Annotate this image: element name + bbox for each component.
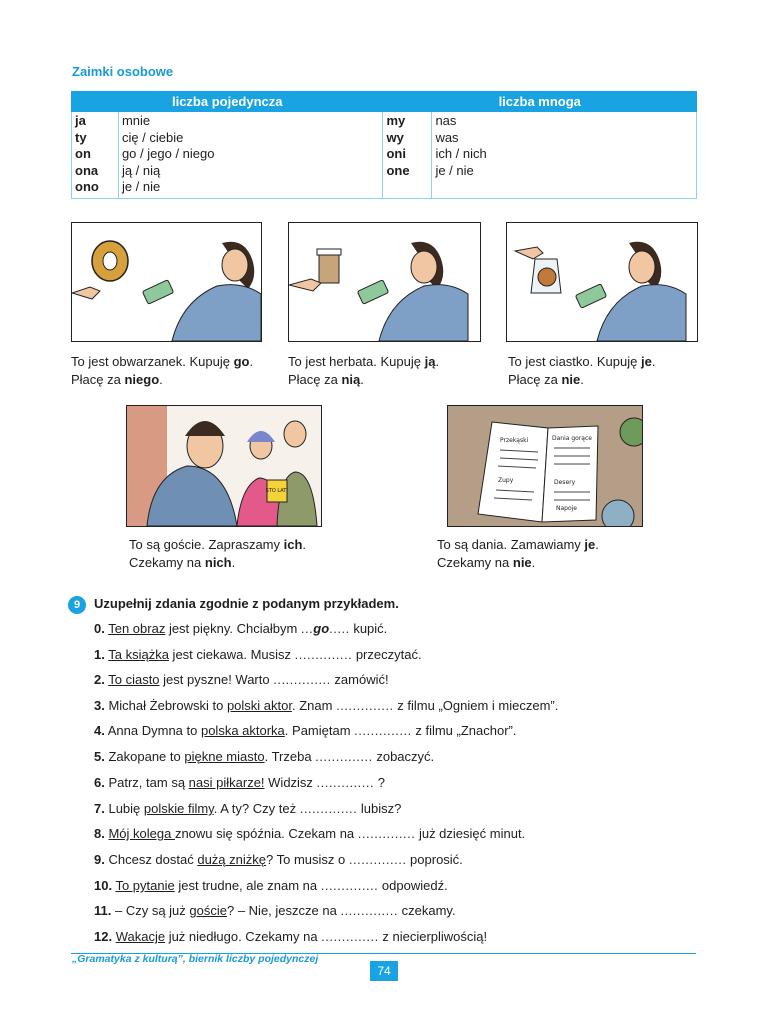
caption-text: Płacę za <box>71 372 125 387</box>
item-text: . Znam <box>292 698 337 713</box>
item-number: 2. <box>94 672 105 687</box>
menu-hot-dishes-label: Dania gorące <box>552 435 592 442</box>
answer-blank[interactable]: .............. <box>315 749 373 764</box>
answer-blank[interactable]: .............. <box>348 852 407 867</box>
caption-text: . <box>580 372 584 387</box>
item-text: jest trudne, ale znam na <box>174 878 321 893</box>
pronoun: oni <box>386 146 406 161</box>
form: je / nie <box>121 179 161 194</box>
item-text: Anna Dymna to <box>107 723 201 738</box>
form: mnie <box>121 113 151 128</box>
form: je / nie <box>435 162 474 178</box>
caption-bold: je <box>640 354 652 369</box>
item-text: odpowiedź. <box>378 878 448 893</box>
item-text: już dziesięć minut. <box>415 826 526 841</box>
caption-text: To są dania. Zamawiamy <box>437 537 585 552</box>
item-underlined: polska aktorka <box>200 723 285 738</box>
illustration-tea <box>288 222 481 342</box>
caption-bold: ją <box>424 354 436 369</box>
pronoun: my <box>386 113 406 128</box>
item-text: . Pamiętam <box>284 723 355 738</box>
item-text: przeczytać. <box>352 647 422 662</box>
item-number: 10. <box>94 878 113 893</box>
caption-text: Płacę za <box>288 372 342 387</box>
illustration-pretzel <box>71 222 262 342</box>
menu-appetizers-label: Przekąski <box>500 437 529 444</box>
caption-tea <box>288 353 439 389</box>
item-text: poprosić. <box>406 852 463 867</box>
caption-text: Płacę za <box>508 372 562 387</box>
item-text: ? – Nie, jeszcze na <box>226 903 341 918</box>
form: ją / nią <box>121 162 161 178</box>
exercise-item-5 <box>94 749 434 764</box>
menu-soups-label: Zupy <box>498 477 514 484</box>
caption-text: To jest herbata. Kupuję <box>288 354 425 369</box>
item-underlined: Wakacje <box>115 929 166 944</box>
item-text: – Czy są już <box>114 903 190 918</box>
example-dots: ... <box>300 621 314 636</box>
caption-text: . <box>531 555 536 570</box>
item-text: kupić. <box>349 621 388 636</box>
answer-blank[interactable]: .............. <box>321 929 379 944</box>
header-singular: liczba pojedyncza <box>72 92 383 112</box>
caption-cookie <box>508 353 655 389</box>
answer-blank[interactable]: .............. <box>354 723 412 738</box>
answer-blank[interactable]: .............. <box>299 801 358 816</box>
answer-blank[interactable]: .............. <box>294 647 353 662</box>
item-text: lubisz? <box>357 801 402 816</box>
item-text: Zakopane to <box>108 749 185 764</box>
singular-forms <box>118 112 383 199</box>
bag-text: STO LAT! <box>265 488 289 494</box>
item-text: znowu się spóźnia. Czekam na <box>174 826 358 841</box>
item-number: 7. <box>94 801 105 816</box>
header-plural: liczba mnoga <box>383 92 697 112</box>
answer-blank[interactable]: .............. <box>357 826 416 841</box>
pronoun: ono <box>75 179 99 194</box>
answer-blank[interactable]: .............. <box>316 775 375 790</box>
item-text: z filmu „Znachor”. <box>411 723 517 738</box>
item-underlined: polski aktor <box>226 698 292 713</box>
caption-guests <box>129 536 306 572</box>
item-text: jest ciekawa. Musisz <box>168 647 295 662</box>
caption-bold: je <box>584 537 596 552</box>
item-number: 1. <box>94 647 105 662</box>
item-text: ? To musisz o <box>266 852 349 867</box>
pronoun: ona <box>75 162 99 178</box>
caption-bold: nią <box>341 372 361 387</box>
section-title: Zaimki osobowe <box>72 64 174 79</box>
item-text: Chcesz dostać <box>108 852 198 867</box>
caption-text: . <box>360 372 364 387</box>
answer-blank[interactable]: .............. <box>320 878 379 893</box>
answer-blank[interactable]: .............. <box>340 903 399 918</box>
caption-text: . <box>159 372 163 387</box>
item-text: zamówić! <box>330 672 389 687</box>
pronoun: ty <box>75 129 87 145</box>
item-underlined: polskie filmy <box>143 801 214 816</box>
item-text: Widzisz <box>264 775 317 790</box>
caption-text: Czekamy na <box>129 555 205 570</box>
singular-pronouns <box>72 112 119 199</box>
caption-bold: niego <box>124 372 160 387</box>
form: go / jego / niego <box>121 146 215 161</box>
item-text: ? <box>374 775 385 790</box>
item-number: 9. <box>94 852 105 867</box>
item-underlined: goście <box>189 903 227 918</box>
form: nas <box>435 113 457 128</box>
item-text: z niecierpliwością! <box>378 929 488 944</box>
exercise-number-badge: 9 <box>68 596 86 614</box>
caption-dishes <box>437 536 599 572</box>
caption-text: To jest obwarzanek. Kupuję <box>71 354 234 369</box>
item-text: . A ty? Czy też <box>213 801 300 816</box>
caption-text: . <box>595 537 599 552</box>
exercise-item-11 <box>94 903 456 918</box>
form: ich / nich <box>435 146 487 161</box>
exercise-item-6 <box>94 775 385 790</box>
illustration-cookie <box>506 222 698 342</box>
exercise-item-10 <box>94 878 448 893</box>
item-underlined: To ciasto <box>108 672 160 687</box>
caption-bold: go <box>233 354 250 369</box>
item-underlined: Ten obraz <box>108 621 166 636</box>
caption-text: . <box>302 537 307 552</box>
item-text: . Trzeba <box>264 749 316 764</box>
pronoun: one <box>386 162 410 178</box>
exercise-instruction: Uzupełnij zdania zgodnie z podanym przykładem. <box>94 596 399 611</box>
item-number: 12. <box>94 929 113 944</box>
example-answer: go <box>313 621 330 636</box>
plural-forms <box>432 112 697 199</box>
item-underlined: Ta książka <box>108 647 169 662</box>
caption-text: . <box>651 354 656 369</box>
caption-text: . <box>231 555 236 570</box>
item-underlined: nasi piłkarze! <box>188 775 265 790</box>
exercise-item-2 <box>94 672 389 687</box>
item-underlined: To pytanie <box>115 878 175 893</box>
form: cię / ciebie <box>121 129 184 145</box>
caption-bold: ich <box>283 537 303 552</box>
caption-pretzel <box>71 353 253 389</box>
item-number: 4. <box>94 723 105 738</box>
example-dots: ..... <box>329 621 350 636</box>
item-text: jest piękny. Chciałbym <box>165 621 301 636</box>
exercise-item-4 <box>94 723 516 738</box>
caption-bold: nie <box>512 555 532 570</box>
page-number: 74 <box>370 961 398 981</box>
plural-pronouns <box>383 112 432 199</box>
pronoun: ja <box>75 113 86 128</box>
pronoun-table <box>71 91 697 199</box>
menu-drinks-label: Napoje <box>556 505 578 512</box>
answer-blank[interactable]: .............. <box>273 672 331 687</box>
item-number: 11. <box>94 903 112 918</box>
item-text: Patrz, tam są <box>108 775 189 790</box>
item-number: 5. <box>94 749 105 764</box>
exercise-item-9 <box>94 852 463 867</box>
item-underlined: piękne miasto <box>184 749 265 764</box>
item-number: 6. <box>94 775 105 790</box>
item-number: 3. <box>94 698 105 713</box>
exercise-item-0 <box>94 621 387 636</box>
exercise-item-12 <box>94 929 487 944</box>
item-underlined: Mój kolega <box>108 826 175 841</box>
item-underlined: dużą zniżkę <box>197 852 266 867</box>
item-text: zobaczyć. <box>372 749 435 764</box>
exercise-item-7 <box>94 801 401 816</box>
item-text: z filmu „Ogniem i mieczem”. <box>393 698 559 713</box>
pronoun: on <box>75 146 91 161</box>
caption-text: Czekamy na <box>437 555 513 570</box>
footer-text: „Gramatyka z kulturą”, biernik liczby pojedynczej <box>72 953 319 965</box>
caption-text: . <box>435 354 440 369</box>
pronoun: wy <box>386 129 404 145</box>
caption-bold: nie <box>561 372 581 387</box>
item-text: już niedługo. Czekamy na <box>165 929 322 944</box>
answer-blank[interactable]: .............. <box>336 698 394 713</box>
caption-text: To są goście. Zapraszamy <box>129 537 284 552</box>
caption-text: . <box>249 354 254 369</box>
menu-desserts-label: Desery <box>554 479 576 486</box>
caption-text: To jest ciastko. Kupuję <box>508 354 641 369</box>
item-number: 0. <box>94 621 105 636</box>
item-text: Michał Żebrowski to <box>108 698 227 713</box>
caption-bold: nich <box>204 555 232 570</box>
form: was <box>435 129 459 145</box>
exercise-item-3 <box>94 698 558 713</box>
item-text: jest pyszne! Warto <box>159 672 274 687</box>
item-number: 8. <box>94 826 105 841</box>
illustration-menu <box>447 405 643 527</box>
item-text: Lubię <box>108 801 144 816</box>
exercise-item-1 <box>94 647 422 662</box>
item-text: czekamy. <box>398 903 456 918</box>
illustration-guests <box>126 405 322 527</box>
exercise-item-8 <box>94 826 525 841</box>
